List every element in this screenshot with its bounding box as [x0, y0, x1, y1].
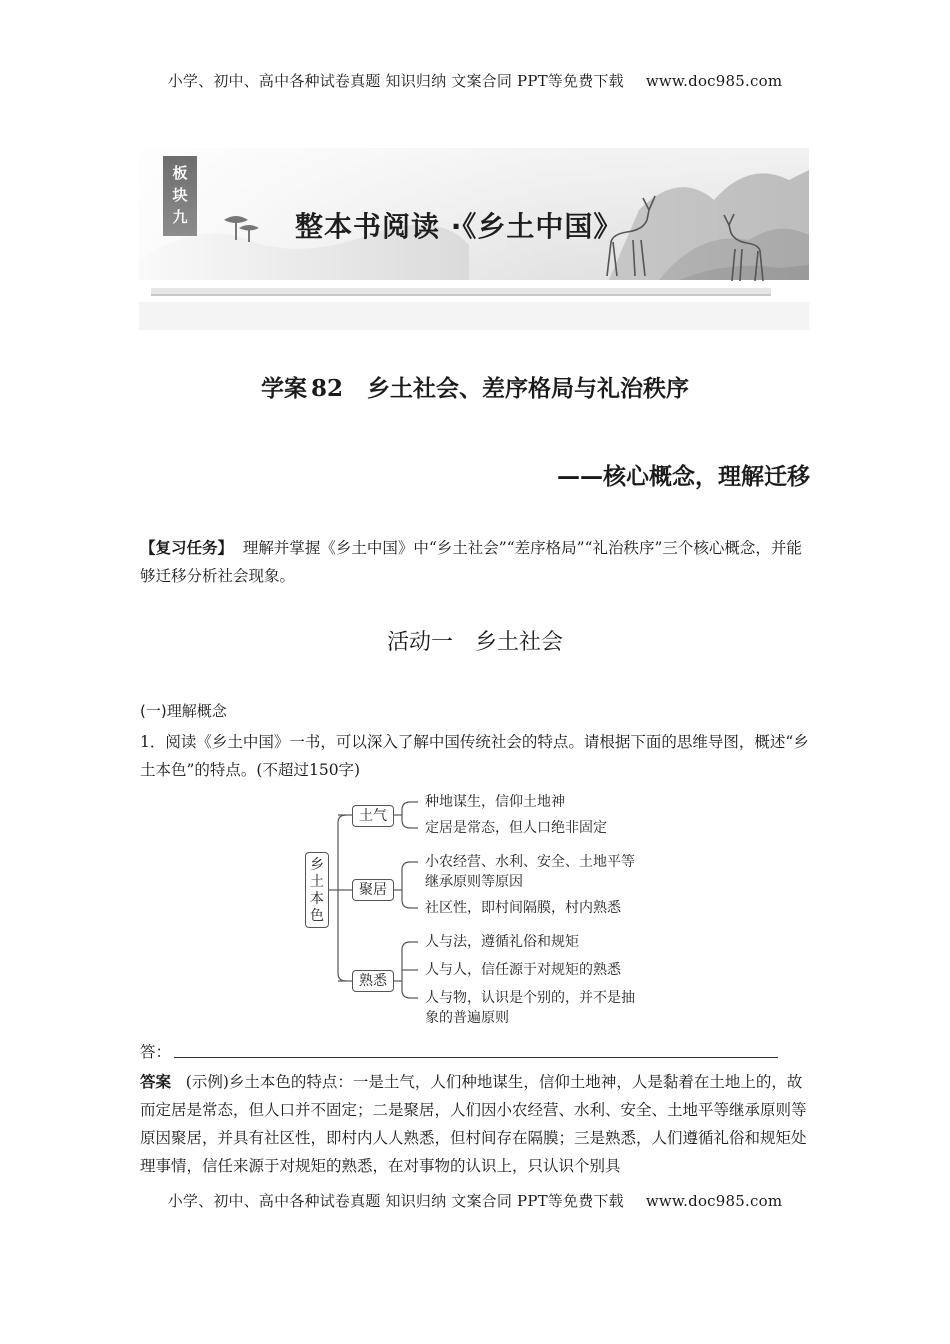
answer-blank[interactable] — [174, 1057, 778, 1058]
leaf-text: 人与人，信任源于对规矩的熟悉 — [425, 962, 621, 978]
section-tag-text: 板块九 — [172, 164, 188, 226]
branch-juju: 聚居 — [352, 879, 394, 901]
review-label: 【复习任务】 — [140, 539, 234, 557]
root-char: 色 — [310, 908, 324, 924]
leaf-text: 社区性，即村间隔膜，村内熟悉 — [425, 900, 621, 916]
answer-prompt: 答： — [140, 1043, 172, 1061]
leaf-text: 小农经营、水利、安全、土地平等 继承原则等原因 — [425, 854, 635, 890]
leaf-text: 人与法，遵循礼俗和规矩 — [425, 934, 579, 950]
review-text: 理解并掌握《乡土中国》中“乡土社会”“差序格局”“礼治秩序”三个核心概念，并能够迁移分析社会现象。 — [140, 539, 802, 585]
root-char: 土 — [310, 874, 324, 890]
footer-url: www.doc985.com — [645, 1192, 783, 1210]
lesson-subtitle: ——核心概念，理解迁移 — [557, 464, 810, 490]
branch-shuxi: 熟悉 — [352, 970, 394, 992]
root-char: 乡 — [310, 857, 324, 873]
root-char: 本 — [310, 891, 324, 907]
sub-heading: (一)理解概念 — [140, 702, 227, 720]
section-tag — [163, 156, 197, 236]
page-footer — [0, 1190, 950, 1211]
header-url: www.doc985.com — [645, 72, 783, 90]
leaf-text: 定居是常态，但人口绝非固定 — [425, 820, 607, 836]
lesson-prefix: 学案 — [260, 376, 307, 402]
page-header — [0, 70, 950, 91]
answer-label: 答案 — [140, 1073, 172, 1091]
leaf-text: 人与物，认识是个别的，并不是抽 象的普遍原则 — [425, 990, 635, 1026]
footer-text: 小学、初中、高中各种试卷真题 知识归纳 文案合同 PPT等免费下载 — [167, 1192, 624, 1210]
review-task — [140, 534, 812, 590]
leaf-text: 种地谋生，信仰土地神 — [425, 794, 565, 810]
question — [140, 728, 812, 784]
banner-title: 整本书阅读 ·《乡土中国》 — [295, 210, 623, 243]
question-text: 阅读《乡土中国》一书，可以深入了解中国传统社会的特点。请根据下面的思维导图，概述“乡土本色”的特点。(不超过150字) — [140, 733, 809, 779]
lesson-title — [0, 370, 950, 403]
question-number: 1． — [140, 733, 166, 751]
lesson-title-text: 乡土社会、差序格局与礼治秩序 — [367, 376, 689, 402]
header-text: 小学、初中、高中各种试卷真题 知识归纳 文案合同 PPT等免费下载 — [167, 72, 624, 90]
answer-paragraph — [140, 1068, 812, 1180]
activity-title: 活动一 乡土社会 — [386, 630, 563, 655]
answer-text: (示例)乡土本色的特点：一是土气，人们种地谋生，信仰土地神，人是黏着在土地上的，故而定居是常态，但人口并不固定；二是聚居，人们因小农经营、水利、安全、土地平等继承原则等原因聚居，并具有社区性，即村内人人熟悉，但村间存在隔膜；三是熟悉，人们遵循礼俗和规矩处理事情，信任来源于对规矩的熟悉，在对事物的认识上，只认识个别具 — [140, 1073, 807, 1175]
mindmap-root — [305, 852, 329, 928]
lesson-number: 82 — [310, 375, 343, 402]
branch-tuqi: 土气 — [352, 805, 394, 827]
